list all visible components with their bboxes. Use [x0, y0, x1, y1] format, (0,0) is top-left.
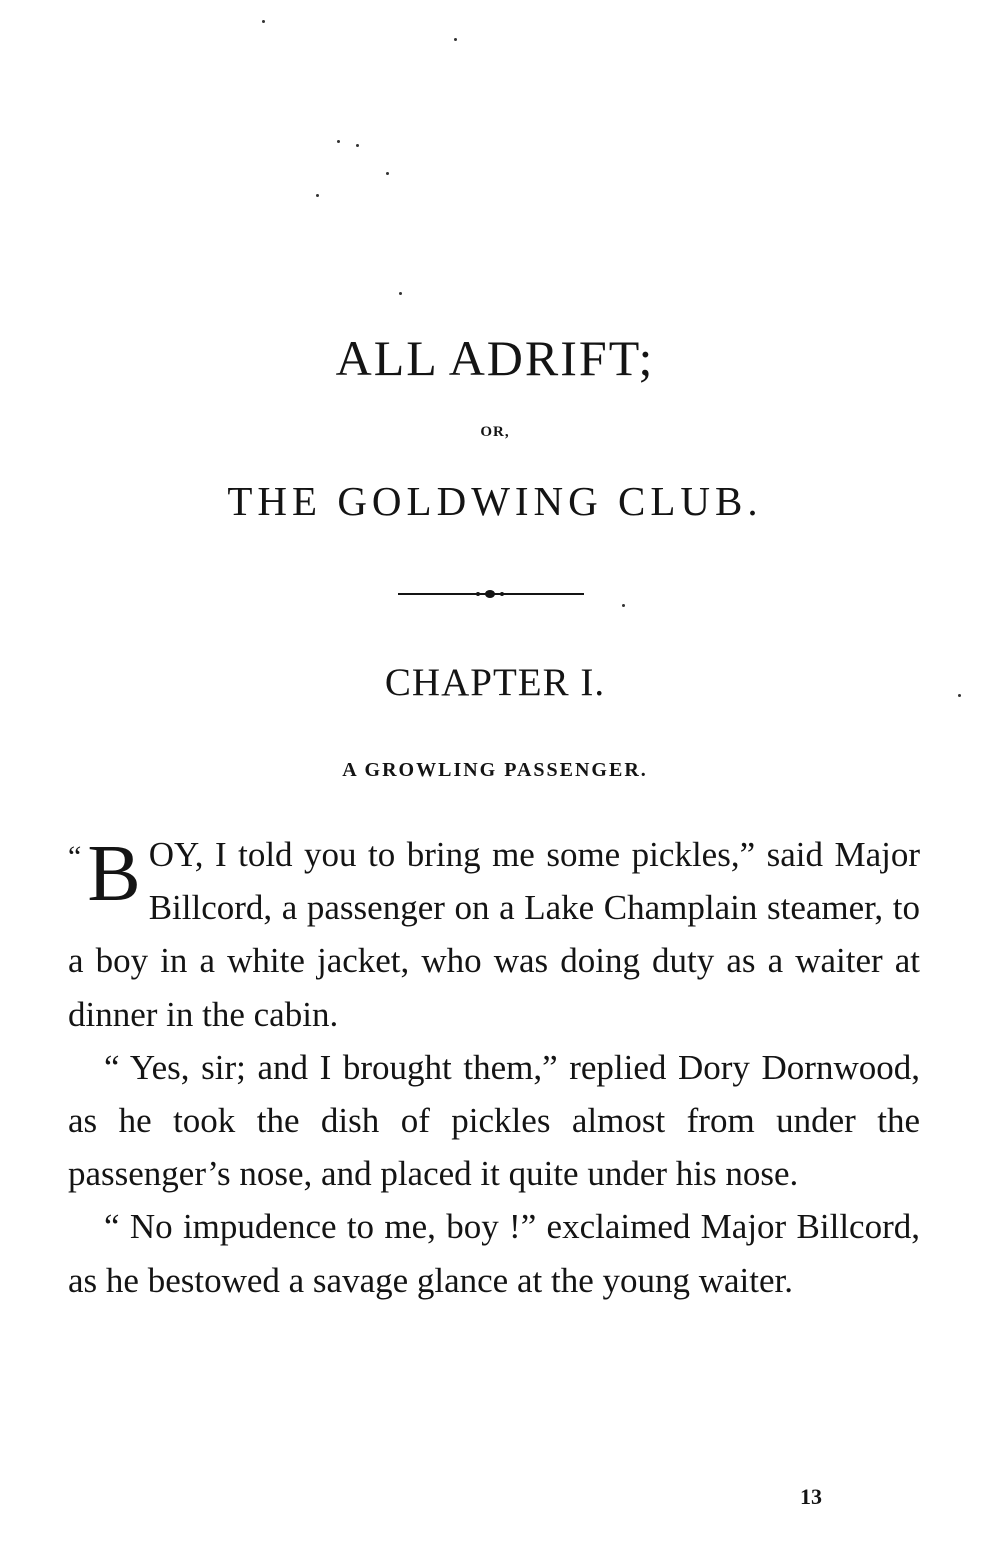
book-subtitle: THE GOLDWING CLUB. [227, 478, 763, 524]
scan-speck [337, 140, 340, 143]
scan-speck [622, 604, 625, 607]
title-conjunction: OR, [480, 424, 510, 440]
paragraph [68, 828, 920, 1041]
book-title: ALL ADRIFT; [335, 330, 655, 386]
scan-speck [399, 292, 402, 295]
paragraph: “ No impudence to me, boy !” exclaimed Major Billcord, as he bestowed a savage glance at the young waiter. [68, 1207, 920, 1300]
scan-speck [454, 38, 457, 41]
chapter-heading: CHAPTER I. [384, 661, 606, 704]
chapter-text [68, 828, 920, 1307]
scan-speck [356, 144, 359, 147]
scan-speck [386, 172, 389, 175]
paragraph: “ Yes, sir; and I brought them,” replied Dory Dornwood, as he took the dish of pickles almost from under the passenger’s nose, and placed it quite under his nose. [68, 1047, 920, 1194]
drop-cap: B [87, 830, 141, 918]
chapter-title: A GROWLING PASSENGER. [342, 759, 648, 781]
scan-speck [316, 194, 319, 197]
opening-quote: “ [68, 840, 82, 873]
ornamental-rule [398, 586, 584, 602]
scan-speck [262, 20, 265, 23]
paragraph-text: OY, I told you to bring me some pickles,” said Major Billcord, a passenger on a Lake Champlain steamer, to a boy in a white jacket, who was doing duty as a waiter at dinner in the cabin. [68, 835, 920, 1034]
page-number: 13 [800, 1484, 822, 1509]
